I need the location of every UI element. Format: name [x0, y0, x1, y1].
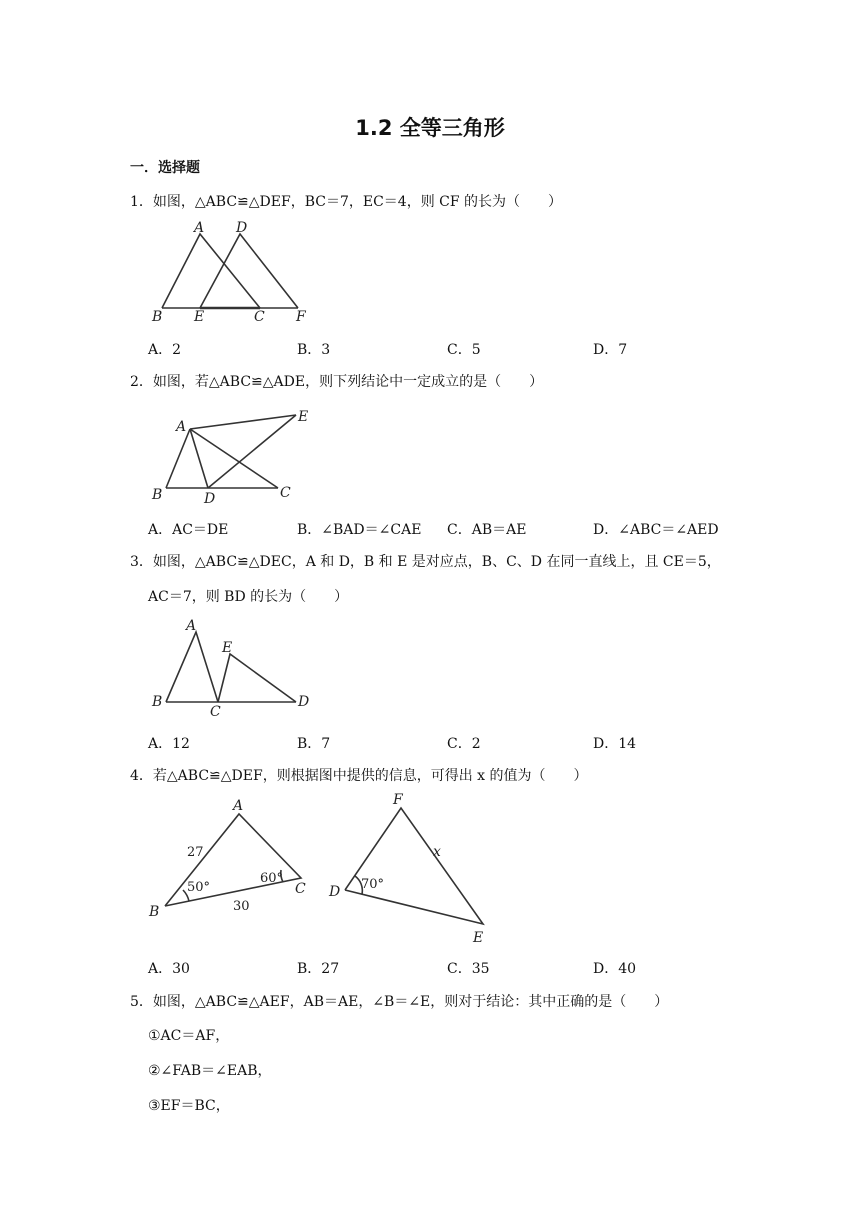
question-5-stem: 5．如图，△ABC≌△AEF，AB＝AE，∠B＝∠E，则对于结论：其中正确的是（ ）	[130, 994, 669, 1010]
question-2-figure	[148, 403, 318, 508]
q2-option-c: C．AB＝AE	[447, 522, 527, 538]
label-c: C	[254, 309, 265, 325]
label-b: B	[152, 694, 163, 710]
q3-option-d: D．14	[593, 736, 637, 752]
q5-item-1: ①AC＝AF，	[148, 1028, 230, 1044]
angle-b-label: 50°	[187, 880, 211, 895]
side-ab-label: 27	[187, 845, 204, 860]
label-a: A	[186, 618, 197, 634]
label-c: C	[280, 485, 291, 501]
triangle-def	[345, 808, 483, 924]
triangle-abc	[166, 632, 218, 702]
label-f: F	[296, 309, 306, 325]
label-e: E	[473, 930, 484, 946]
segment-ae	[190, 415, 296, 429]
angle-c-label: 60°	[260, 871, 284, 886]
segment-de	[208, 415, 296, 488]
page-title: 1.2 全等三角形	[355, 116, 505, 140]
label-a: A	[233, 798, 244, 814]
question-4-figure	[145, 790, 495, 948]
label-e: E	[222, 640, 233, 656]
angle-d-label: 70°	[361, 877, 385, 892]
segment-ad	[190, 429, 208, 488]
q4-option-d: D．40	[593, 961, 637, 977]
q3-option-b: B．7	[297, 736, 331, 752]
q5-item-3: ③EF＝BC，	[148, 1098, 230, 1114]
side-bc-label: 30	[233, 899, 250, 914]
label-e: E	[298, 409, 309, 425]
question-3-stem-line1: 3．如图，△ABC≌△DEC，A 和 D，B 和 E 是对应点，B、C、D 在同一直线上，且 CE＝5，	[130, 554, 721, 570]
label-d: D	[298, 694, 310, 710]
q3-option-a: A．12	[148, 736, 190, 752]
label-d: D	[204, 491, 216, 507]
q4-option-b: B．27	[297, 961, 340, 977]
label-d: D	[236, 220, 248, 236]
label-b: B	[152, 309, 163, 325]
q5-item-2: ②∠FAB＝∠EAB，	[148, 1063, 272, 1079]
label-d: D	[329, 884, 341, 900]
section-heading: 一．选择题	[130, 160, 200, 176]
label-b: B	[152, 487, 163, 503]
question-1-stem: 1．如图，△ABC≌△DEF，BC＝7，EC＝4，则 CF 的长为（ ）	[130, 194, 563, 210]
label-c: C	[210, 704, 221, 720]
question-3-stem-line2: AC＝7，则 BD 的长为（ ）	[148, 589, 349, 605]
label-e: E	[194, 309, 205, 325]
question-4-stem: 4．若△ABC≌△DEF，则根据图中提供的信息，可得出 x 的值为（ ）	[130, 768, 588, 784]
side-x-label: x	[433, 844, 441, 860]
q1-option-a: A．2	[148, 342, 182, 358]
q4-option-c: C．35	[447, 961, 490, 977]
question-2-stem: 2．如图，若△ABC≌△ADE，则下列结论中一定成立的是（ ）	[130, 374, 544, 390]
question-1-figure	[148, 220, 318, 328]
q1-option-c: C．5	[447, 342, 481, 358]
label-f: F	[393, 792, 403, 808]
triangle-def	[200, 234, 298, 308]
q2-option-b: B．∠BAD＝∠CAE	[297, 522, 422, 538]
q1-option-b: B．3	[297, 342, 331, 358]
label-a: A	[194, 220, 205, 236]
label-c: C	[295, 881, 306, 897]
segment-ab	[166, 429, 190, 488]
segment-ac	[190, 429, 278, 488]
q2-option-d: D．∠ABC＝∠AED	[593, 522, 719, 538]
q3-option-c: C．2	[447, 736, 481, 752]
question-3-figure	[148, 616, 318, 720]
q1-option-d: D．7	[593, 342, 628, 358]
label-b: B	[149, 904, 160, 920]
triangle-abc	[162, 234, 260, 308]
q4-option-a: A．30	[148, 961, 190, 977]
q2-option-a: A．AC＝DE	[148, 522, 229, 538]
triangle-dec	[218, 654, 296, 702]
label-a: A	[176, 419, 187, 435]
